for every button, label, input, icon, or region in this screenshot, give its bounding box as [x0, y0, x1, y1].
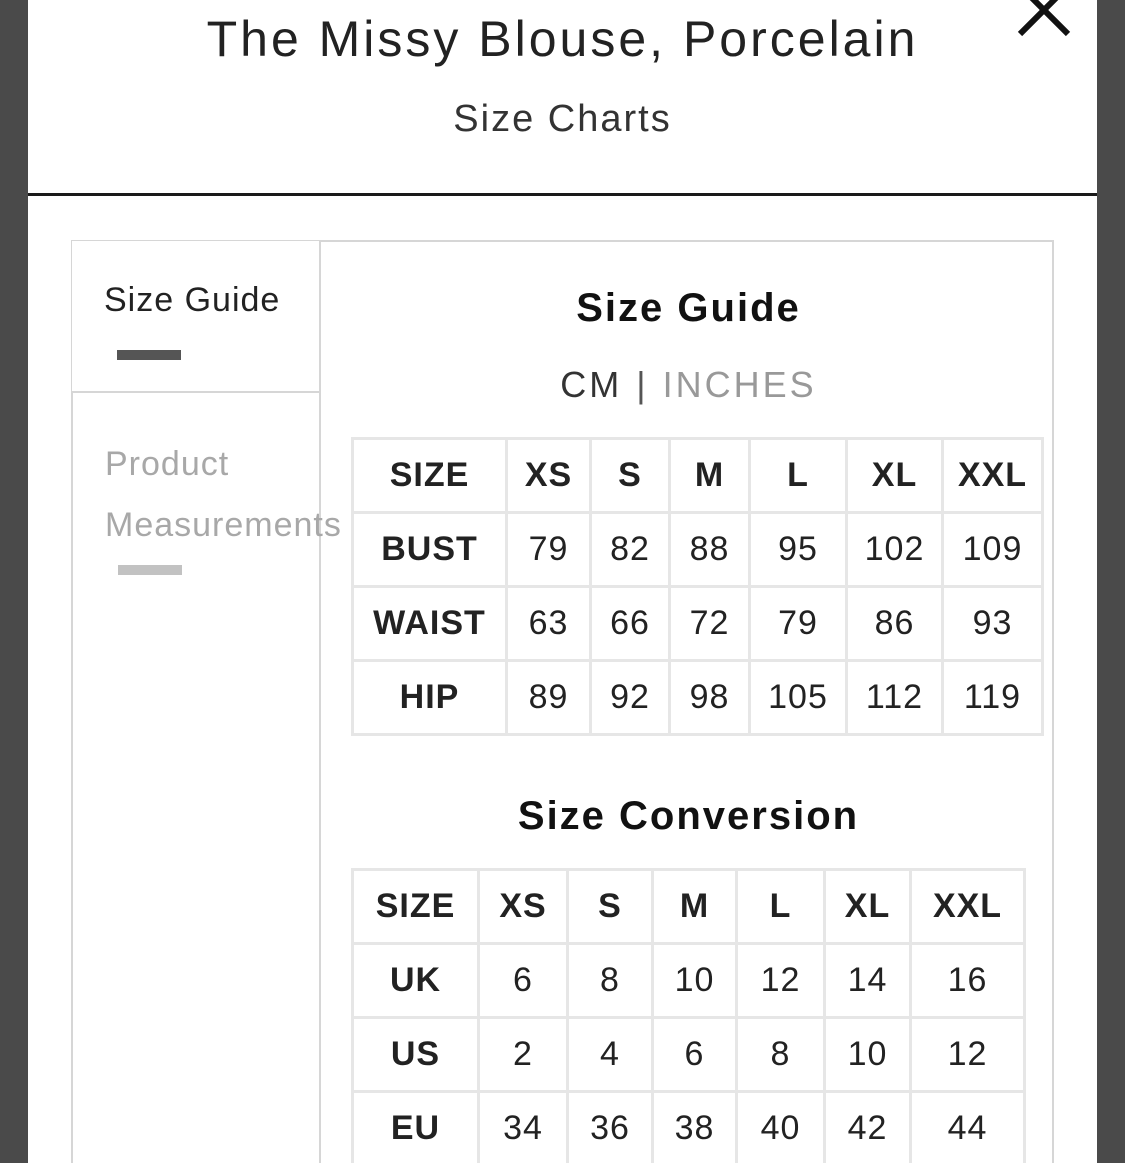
size-conversion-row-label: US — [353, 1018, 479, 1092]
size-conversion-header-cell: L — [737, 870, 825, 944]
size-conversion-row-label: EU — [353, 1092, 479, 1163]
size-guide-header-cell: SIZE — [353, 439, 507, 513]
size-guide-table — [351, 437, 1044, 736]
size-guide-cell: 79 — [750, 587, 847, 661]
size-guide-row-label: HIP — [353, 661, 507, 735]
size-guide-header-cell: S — [591, 439, 670, 513]
size-guide-row-label: BUST — [353, 513, 507, 587]
size-guide-header-row — [353, 439, 1043, 513]
unit-toggle — [321, 364, 1056, 406]
size-guide-header-cell: L — [750, 439, 847, 513]
close-button[interactable] — [1008, 0, 1078, 45]
size-conversion-cell: 34 — [479, 1092, 568, 1163]
size-conversion-cell: 8 — [568, 944, 653, 1018]
size-guide-cell: 105 — [750, 661, 847, 735]
size-conversion-cell: 38 — [653, 1092, 737, 1163]
size-guide-cell: 79 — [507, 513, 591, 587]
size-conversion-row-label: UK — [353, 944, 479, 1018]
tab-size-guide-label: Size Guide — [104, 281, 281, 319]
size-conversion-row — [353, 1092, 1025, 1163]
size-conversion-row — [353, 1018, 1025, 1092]
size-conversion-header-cell: M — [653, 870, 737, 944]
size-guide-title: Size Guide — [576, 286, 801, 330]
size-conversion-cell: 16 — [911, 944, 1025, 1018]
size-guide-header-cell: XXL — [943, 439, 1043, 513]
size-conversion-cell: 12 — [911, 1018, 1025, 1092]
size-conversion-header-cell: S — [568, 870, 653, 944]
size-conversion-title: Size Conversion — [517, 794, 860, 838]
size-guide-header-cell: XL — [847, 439, 943, 513]
size-conversion-cell: 12 — [737, 944, 825, 1018]
size-guide-cell: 92 — [591, 661, 670, 735]
size-conversion-header-cell: XL — [825, 870, 911, 944]
size-guide-header-cell: M — [670, 439, 750, 513]
size-guide-header-cell: XS — [507, 439, 591, 513]
size-guide-row — [353, 513, 1043, 587]
size-conversion-header-cell: XXL — [911, 870, 1025, 944]
product-title: The Missy Blouse, Porcelain — [206, 11, 919, 67]
size-chart-modal — [28, 0, 1097, 1163]
unit-inches-button[interactable]: INCHES — [662, 364, 817, 405]
close-icon — [1008, 0, 1078, 45]
size-guide-cell: 112 — [847, 661, 943, 735]
size-conversion-header-cell: XS — [479, 870, 568, 944]
size-conversion-cell: 8 — [737, 1018, 825, 1092]
size-guide-cell: 119 — [943, 661, 1043, 735]
size-guide-cell: 86 — [847, 587, 943, 661]
size-conversion-cell: 42 — [825, 1092, 911, 1163]
tab-size-guide-indicator — [117, 350, 181, 360]
tab-product-measurements-indicator — [118, 565, 182, 575]
size-conversion-cell: 14 — [825, 944, 911, 1018]
size-conversion-cell: 6 — [653, 1018, 737, 1092]
size-conversion-cell: 40 — [737, 1092, 825, 1163]
size-chart-panel — [71, 240, 1054, 1163]
size-conversion-cell: 44 — [911, 1092, 1025, 1163]
size-guide-cell: 66 — [591, 587, 670, 661]
size-guide-cell: 88 — [670, 513, 750, 587]
size-guide-cell: 98 — [670, 661, 750, 735]
size-conversion-cell: 36 — [568, 1092, 653, 1163]
tab-size-guide[interactable] — [72, 241, 321, 393]
size-conversion-cell: 6 — [479, 944, 568, 1018]
size-conversion-cell: 10 — [825, 1018, 911, 1092]
size-conversion-header-row — [353, 870, 1025, 944]
size-guide-cell: 63 — [507, 587, 591, 661]
size-guide-cell: 109 — [943, 513, 1043, 587]
size-conversion-cell: 4 — [568, 1018, 653, 1092]
size-guide-row — [353, 661, 1043, 735]
size-guide-row-label: WAIST — [353, 587, 507, 661]
size-guide-cell: 93 — [943, 587, 1043, 661]
tab-product-measurements[interactable] — [73, 392, 393, 592]
size-guide-cell: 72 — [670, 587, 750, 661]
size-guide-cell: 95 — [750, 513, 847, 587]
modal-header — [28, 0, 1097, 196]
size-conversion-row — [353, 944, 1025, 1018]
size-conversion-header-cell: SIZE — [353, 870, 479, 944]
tab-product-measurements-label: Product Measurements — [105, 445, 342, 544]
size-guide-row — [353, 587, 1043, 661]
unit-cm-button[interactable]: CM — [560, 364, 623, 405]
size-conversion-cell: 2 — [479, 1018, 568, 1092]
unit-separator: | — [636, 364, 649, 405]
modal-subtitle: Size Charts — [453, 98, 672, 140]
size-guide-cell: 82 — [591, 513, 670, 587]
size-guide-cell: 89 — [507, 661, 591, 735]
size-guide-cell: 102 — [847, 513, 943, 587]
size-conversion-cell: 10 — [653, 944, 737, 1018]
size-conversion-table — [351, 868, 1026, 1163]
